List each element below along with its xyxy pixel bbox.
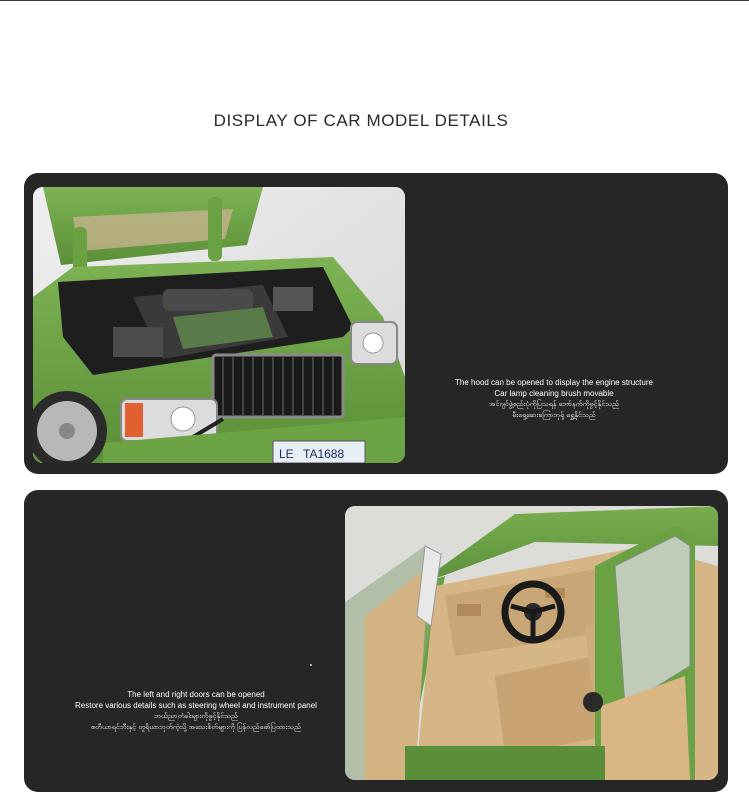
hood-engine-photo (33, 187, 405, 463)
doors-detail-panel (24, 490, 728, 792)
decorative-dot (310, 664, 312, 666)
hood-caption-my-1: အင်ဂျင်ဖွဲ့စည်းပုံကိုပြသရန် ဘော်နက်ကိုဖွင့်နိုင်သည် (489, 401, 619, 408)
hood-caption (419, 377, 689, 421)
car-front-engine-illustration (33, 187, 405, 463)
doors-interior-photo (345, 506, 718, 780)
doors-caption-my-1: ဘယ်ညာတံခါးများကိုဖွင့်နိုင်သည် (154, 713, 238, 720)
license-plate-text: TA1688 (303, 447, 345, 461)
hood-caption-en-2: Car lamp cleaning brush movable (494, 389, 614, 398)
hood-caption-my-2: မီးရှေ့ဆေးကြောဘုရှ် ရွှေ့နိုင်သည် (512, 412, 596, 419)
plate-prefix: LE (279, 447, 294, 461)
page-title: DISPLAY OF CAR MODEL DETAILS (213, 111, 509, 130)
doors-caption-my-2: စတီယာရင်ဘီးနှင့် တူရိယာဘုတ်ကဲ့သို့ အသေးစိတ်များကို ပြန်လည်ဖော်ပြထားသည် (91, 724, 301, 731)
car-interior-illustration (345, 506, 718, 780)
top-divider (0, 0, 749, 1)
hood-detail-panel (24, 173, 728, 474)
doors-caption-en-2: Restore various details such as steering wheel and instrument panel (75, 701, 317, 710)
doors-caption-en-1: The left and right doors can be opened (127, 690, 265, 699)
doors-caption (46, 689, 346, 733)
hood-caption-en-1: The hood can be opened to display the engine structure (455, 378, 653, 387)
